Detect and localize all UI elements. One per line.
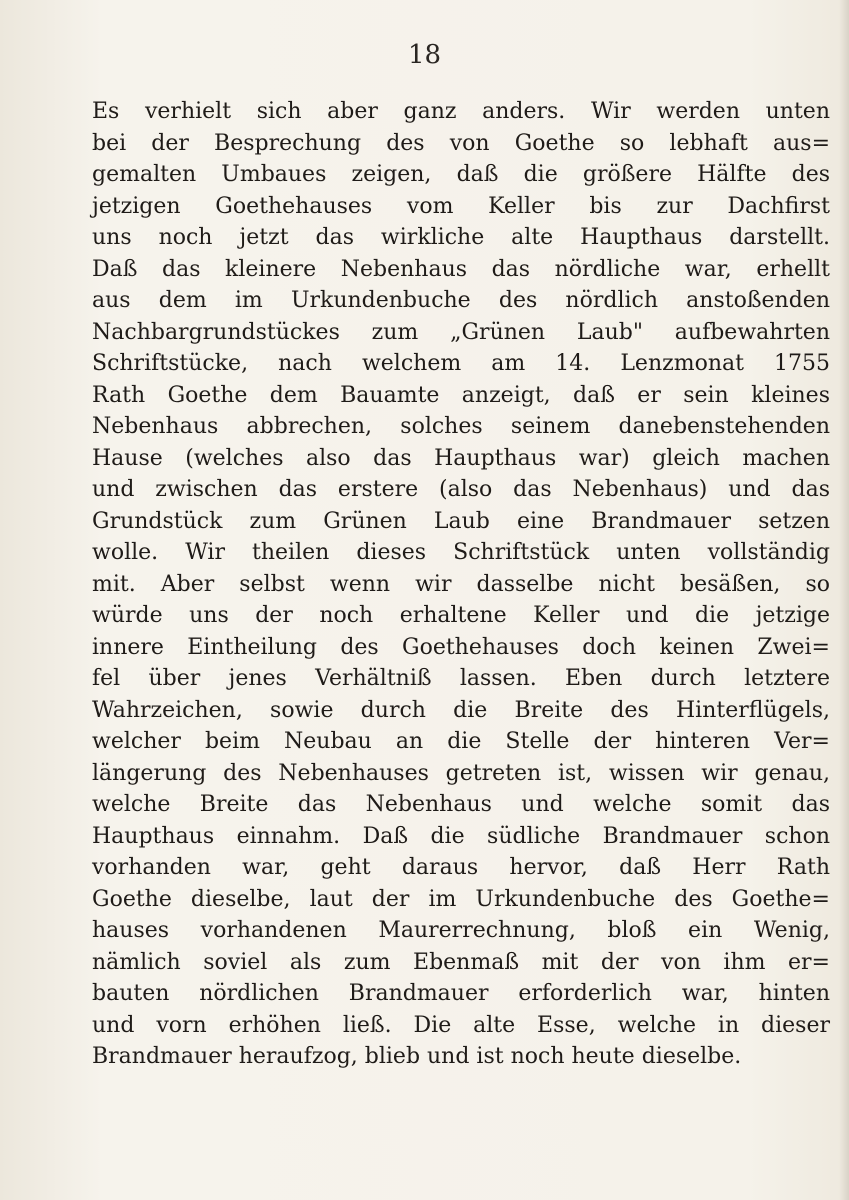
text-line: Wahrzeichen, sowie durch die Breite des Hinterflügels, <box>92 697 830 723</box>
text-line: vorhanden war, geht daraus hervor, daß Herr Rath <box>92 855 830 880</box>
text-line: bei der Besprechung des von Goethe so lebhaft aus= <box>92 130 830 156</box>
text-line: bauten nördlichen Brandmauer erforderlich war, hinten <box>92 981 830 1006</box>
text-line: Haupthaus einnahm. Daß die südliche Brandmauer schon <box>92 823 830 849</box>
text-line: Grundstück zum Grünen Laub eine Brandmauer setzen <box>92 508 830 534</box>
text-line: Schriftstücke, nach welchem am 14. Lenzmonat 1755 <box>92 351 830 376</box>
page-edge-shadow <box>839 0 849 1200</box>
text-line: würde uns der noch erhaltene Keller und die jetzige <box>92 603 830 628</box>
text-line: gemalten Umbaues zeigen, daß die größere Hälfte des <box>92 162 830 187</box>
text-line: und zwischen das erstere (also das Nebenhaus) und das <box>92 477 830 502</box>
text-line: aus dem im Urkundenbuche des nördlich anstoßenden <box>92 288 830 313</box>
text-line: Hause (welches also das Haupthaus war) gleich machen <box>92 445 830 471</box>
body-text <box>92 96 830 1073</box>
text-line: Es verhielt sich aber ganz anders. Wir werden unten <box>92 99 830 124</box>
text-line: welche Breite das Nebenhaus und welche somit das <box>92 792 830 817</box>
text-line: längerung des Nebenhauses getreten ist, wissen wir genau, <box>92 760 830 786</box>
text-line: und vorn erhöhen ließ. Die alte Esse, welche in dieser <box>92 1012 830 1038</box>
text-line: Daß das kleinere Nebenhaus das nördliche war, erhellt <box>92 256 830 282</box>
text-line: innere Eintheilung des Goethehauses doch keinen Zwei= <box>92 634 830 660</box>
text-line: Nachbargrundstückes zum „Grünen Laub" aufbewahrten <box>92 319 830 345</box>
text-line: jetzigen Goethehauses vom Keller bis zur Dachfirst <box>92 193 830 219</box>
text-line: uns noch jetzt das wirkliche alte Haupthaus darstellt. <box>92 225 830 250</box>
text-line: nämlich soviel als zum Ebenmaß mit der von ihm er= <box>92 949 830 975</box>
text-line: Nebenhaus abbrechen, solches seinem danebenstehenden <box>92 414 830 439</box>
text-line: mit. Aber selbst wenn wir dasselbe nicht besäßen, so <box>92 571 830 597</box>
text-line: Rath Goethe dem Bauamte anzeigt, daß er sein kleines <box>92 382 830 408</box>
text-line: fel über jenes Verhältniß lassen. Eben durch letztere <box>92 666 830 691</box>
text-line: Brandmauer heraufzog, blieb und ist noch heute dieselbe. <box>92 1044 742 1069</box>
text-line: hauses vorhandenen Maurerrechnung, bloß ein Wenig, <box>92 918 830 943</box>
page-number: 18 <box>407 40 442 70</box>
text-line: Goethe dieselbe, laut der im Urkundenbuche des Goethe= <box>92 886 830 912</box>
text-line: wolle. Wir theilen dieses Schriftstück unten vollständig <box>92 540 830 565</box>
text-line: welcher beim Neubau an die Stelle der hinteren Ver= <box>92 729 830 754</box>
